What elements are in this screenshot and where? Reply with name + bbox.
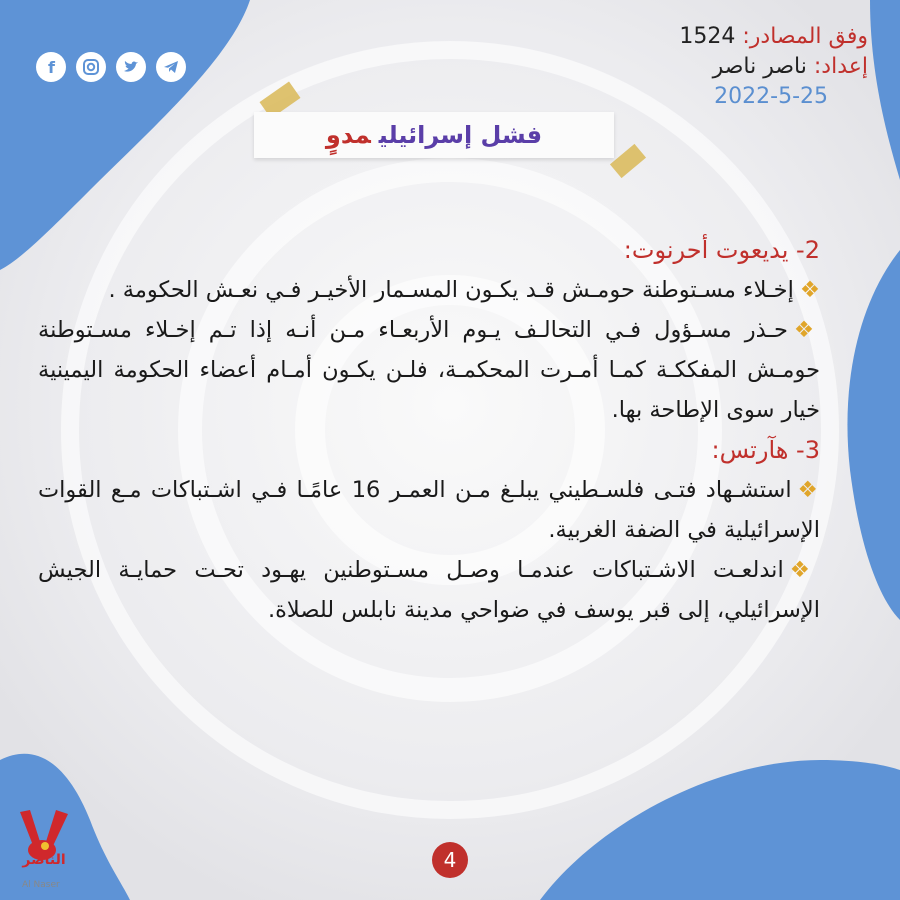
bullet-text: حـذر مسـؤول فـي التحالـف يـوم الأربعـاء مـن أنـه إذا تـم إخـلاء مسـتوطنة حومـش المفككـة كمـا أمـرت المحكمـة، فلـن يكـون أمـام أعضاء الحكومة اليمينية خيار سوى الإطاحة بها. — [38, 317, 820, 423]
title-banner — [254, 112, 614, 158]
title-part2: مدوٍ — [325, 121, 371, 149]
bullet-item — [38, 270, 820, 310]
brand-logo — [12, 808, 76, 890]
diamond-bullet-icon: ❖ — [789, 557, 821, 583]
source-value: 1524 — [679, 24, 736, 49]
twitter-icon[interactable] — [116, 52, 146, 82]
facebook-icon[interactable] — [36, 52, 66, 82]
source-label: وفق المصادر: — [742, 24, 868, 49]
logo-arabic: الناصر — [22, 852, 66, 868]
section-heading: 2- يديعوت أحرنوت: — [623, 236, 820, 264]
logo-latin: Al Naser — [22, 880, 60, 890]
diamond-bullet-icon: ❖ — [797, 477, 820, 503]
social-icons — [36, 52, 186, 82]
svg-text:f: f — [48, 58, 55, 76]
bullet-text: استشـهاد فتـى فلسـطيني يبلـغ مـن العمـر 16 عامًـا فـي اشـتباكات مـع القوات الإسرائيلية في الضفة الغربية. — [38, 477, 820, 543]
section-heading: 3- هآرتس: — [711, 436, 820, 464]
author-value: ناصر ناصر — [712, 54, 807, 79]
instagram-icon[interactable] — [76, 52, 106, 82]
bullet-item — [38, 310, 820, 430]
author-label: إعداد: — [813, 54, 868, 79]
diamond-bullet-icon: ❖ — [793, 317, 820, 343]
bullet-text: اندلعـت الاشـتباكات عندمـا وصـل مسـتوطنين يهـود تحـت حمايـة الجيش الإسرائيلي، إلى قبر يوسف في ضواحي مدينة نابلس للصلاة. — [38, 557, 820, 623]
diamond-bullet-icon: ❖ — [799, 277, 820, 303]
article-content — [38, 222, 820, 630]
header-meta — [679, 22, 868, 112]
author-line — [679, 52, 868, 82]
telegram-icon[interactable] — [156, 52, 186, 82]
bullet-text: إخـلاء مسـتوطنة حومـش قـد يكـون المسـمار الأخيـر فـي نعـش الحكومة . — [108, 277, 794, 303]
page-title — [326, 121, 542, 149]
bullet-item — [38, 470, 820, 550]
bullet-item — [38, 550, 820, 630]
source-line — [679, 22, 868, 52]
title-part1: فشل إسرائيلي — [378, 121, 543, 149]
page-number: 4 — [432, 842, 468, 878]
date: 2022-5-25 — [714, 84, 828, 109]
